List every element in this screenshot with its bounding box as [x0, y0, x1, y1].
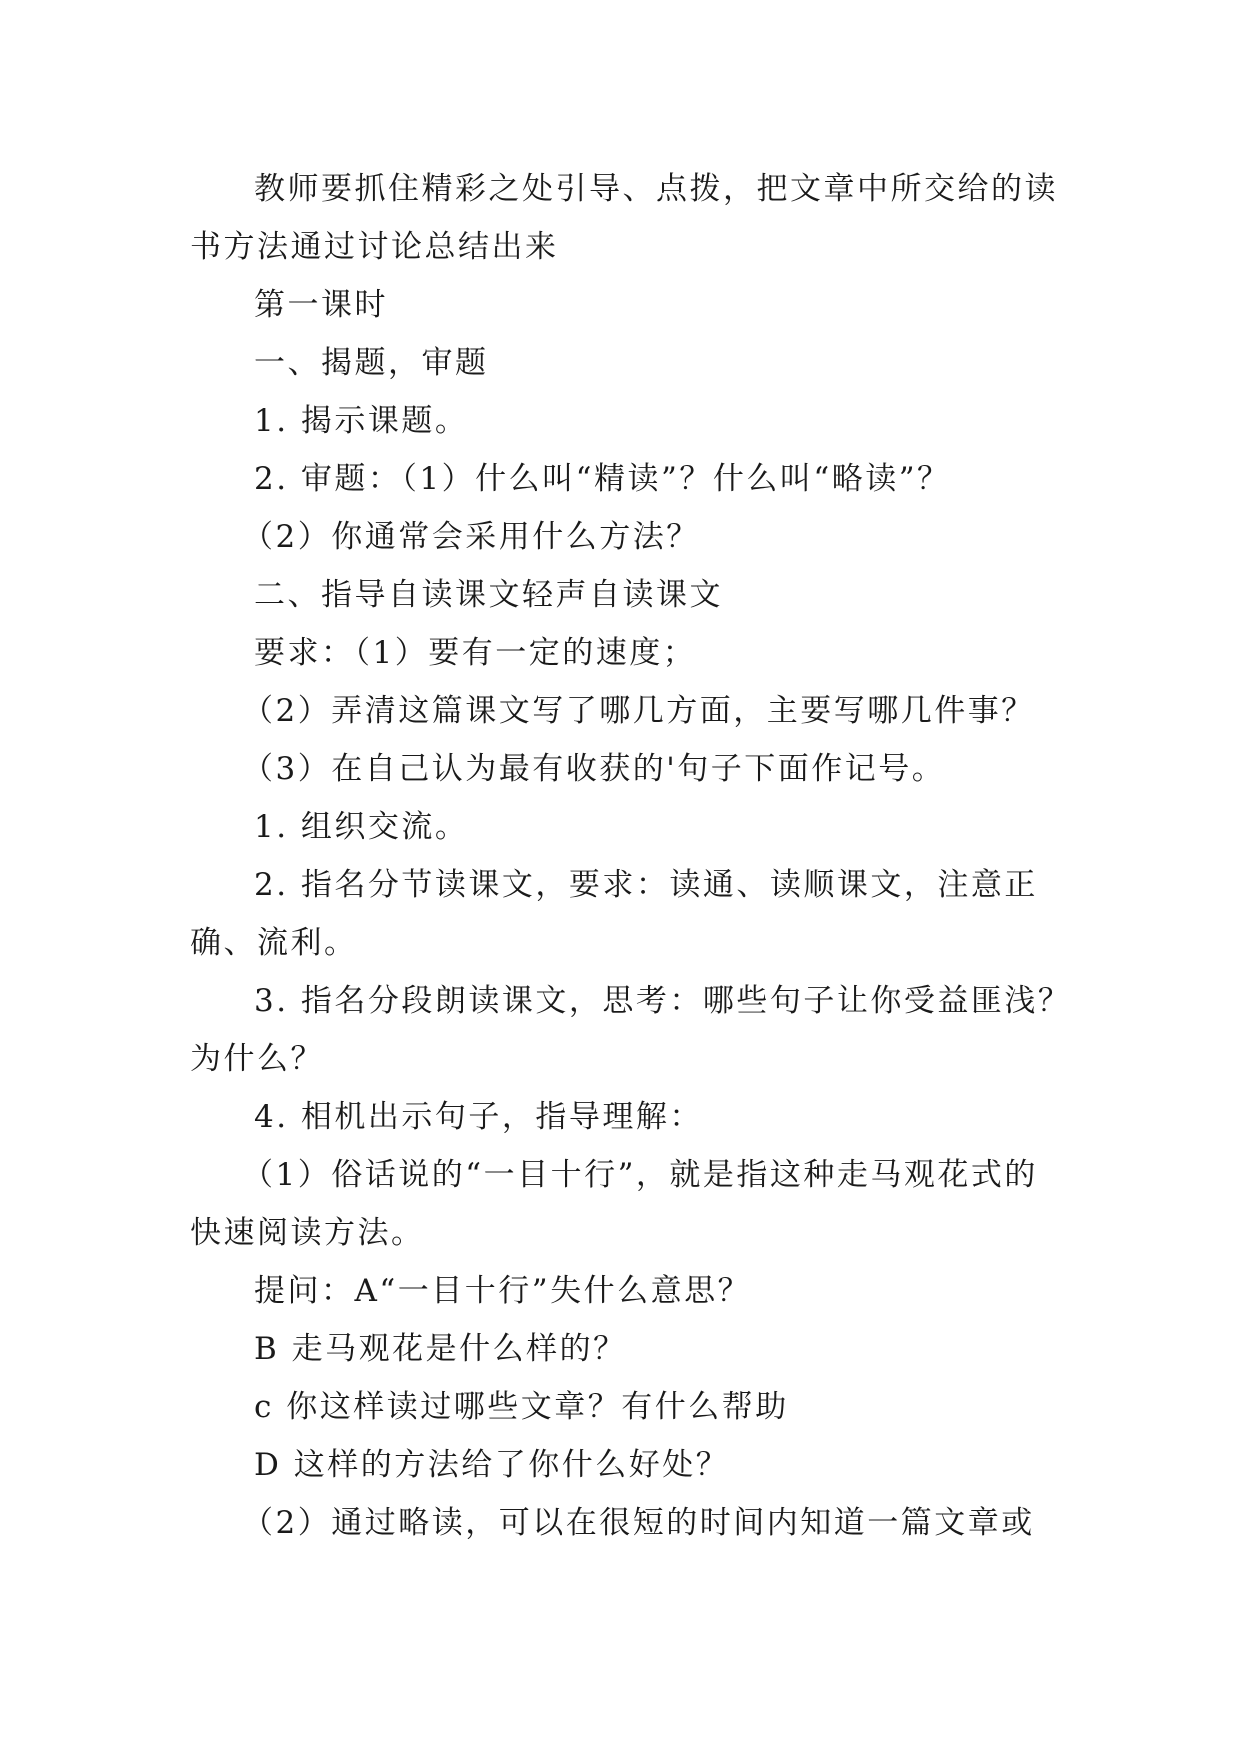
text-line: 第一课时: [254, 287, 388, 323]
text-line: 1. 组织交流。: [254, 809, 469, 845]
text-line: （2）弄清这篇课文写了哪几方面，主要写哪几件事？: [242, 693, 1035, 729]
text-line: D 这样的方法给了你什么好处？: [254, 1447, 730, 1483]
text-line: 提问：A“一目十行”失什么意思？: [254, 1273, 752, 1309]
text-line: 一、揭题，审题: [254, 345, 489, 381]
text-line: （2）你通常会采用什么方法？: [242, 519, 700, 555]
text-line: 确、流利。: [190, 925, 358, 961]
text-line: c 你这样读过哪些文章？有什么帮助: [254, 1389, 789, 1425]
text-line: 3. 指名分段朗读课文，思考：哪些句子让你受益匪浅？: [254, 983, 1072, 1019]
document-body: [190, 160, 1072, 1552]
text-line: （2）通过略读，可以在很短的时间内知道一篇文章或: [242, 1505, 1035, 1541]
text-line: 1. 揭示课题。: [254, 403, 469, 439]
text-line: 为什么？: [190, 1041, 324, 1077]
text-line: B 走马观花是什么样的？: [254, 1331, 627, 1367]
text-line: 书方法通过讨论总结出来: [190, 229, 559, 265]
text-line: 2. 指名分节读课文，要求：读通、读顺课文，注意正: [254, 867, 1038, 903]
text-line: 2. 审题：（1）什么叫“精读”？什么叫“略读”？: [254, 461, 951, 497]
text-line: 二、指导自读课文轻声自读课文: [254, 577, 723, 613]
text-line: 教师要抓住精彩之处引导、点拨，把文章中所交给的读: [254, 171, 1058, 207]
text-line: 要求：（1）要有一定的速度；: [254, 635, 697, 671]
text-line: （1）俗话说的“一目十行”，就是指这种走马观花式的: [242, 1157, 1038, 1193]
text-line: （3）在自己认为最有收获的'句子下面作记号。: [242, 751, 946, 787]
text-line: 4. 相机出示句子，指导理解：: [254, 1099, 703, 1135]
text-line: 快速阅读方法。: [190, 1215, 425, 1251]
